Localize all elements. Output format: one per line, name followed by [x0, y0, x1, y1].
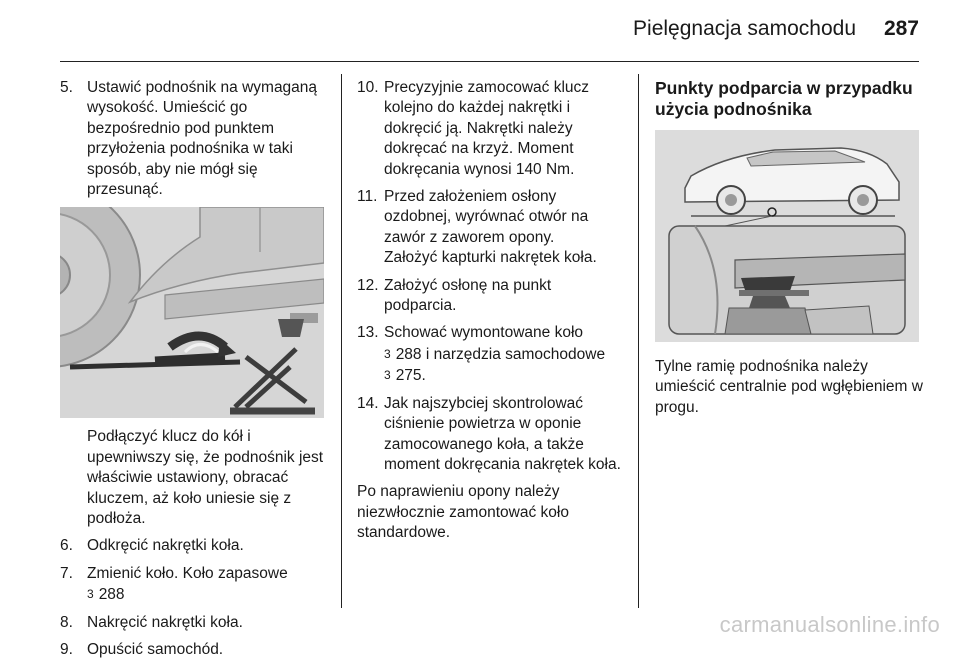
- page-reference: 275.: [395, 367, 426, 385]
- page-reference-arrow-icon: 3: [87, 587, 94, 602]
- step-text: Przed założeniem osłony ozdobnej, wyrównać otwór na zawór z zaworem opony.: [384, 188, 589, 246]
- column-divider-2: [638, 74, 639, 608]
- step-6: [60, 536, 330, 556]
- step-text: Nakręcić nakrętki koła.: [87, 613, 243, 631]
- step-10: [357, 78, 625, 180]
- step-number: 12.: [357, 276, 379, 294]
- step-text: Założyć osłonę na punkt podparcia.: [384, 276, 552, 315]
- lifting-point-svg: [655, 130, 919, 342]
- page-reference-arrow-icon: 3: [384, 368, 391, 383]
- step-number: 11.: [357, 188, 378, 206]
- step-number: 5.: [60, 79, 73, 96]
- header-title: Pielęgnacja samochodu: [633, 17, 856, 40]
- step-number: 8.: [60, 613, 73, 631]
- step-number: 10.: [357, 79, 379, 96]
- step-text: Ustawić podnośnik na wymaganą wysokość. Umieścić go bezpośrednio pod punktem przyłożenia podnośnika w taki sposób, aby nie mógł się przesunąć.: [87, 79, 318, 199]
- step-text: [87, 564, 330, 606]
- step-8: [60, 613, 330, 633]
- header-divider: [60, 61, 919, 62]
- jack-illustration-svg: [60, 207, 324, 418]
- step-number: 14.: [357, 394, 379, 412]
- step-text: Jak najszybciej skontrolować ciśnienie powietrza w oponie zamocowanego koła, a także moment dokręcania nakrętek koła.: [384, 394, 621, 473]
- column-1: [60, 78, 330, 668]
- jack-illustration: [60, 207, 324, 418]
- step-text: [384, 323, 625, 386]
- step-text: Opuścić samochód.: [87, 641, 224, 659]
- step-number: 9.: [60, 641, 73, 659]
- watermark: carmanualsonline.info: [719, 612, 940, 637]
- step-9: [60, 640, 330, 660]
- page-reference-arrow-icon: 3: [384, 346, 391, 361]
- page-number: 287: [883, 17, 919, 40]
- step-text-mid: i narzędzia samochodowe: [425, 345, 606, 363]
- step-text-note: Założyć kapturki nakrętek koła.: [384, 249, 597, 267]
- step-7: [60, 564, 330, 606]
- step-text: Odkręcić nakrętki koła.: [87, 537, 244, 555]
- step-11: [357, 187, 625, 269]
- step-5-continuation: [60, 427, 330, 529]
- step-number: 7.: [60, 564, 73, 582]
- lifting-point-illustration: [655, 130, 919, 342]
- step-13: [357, 323, 625, 386]
- page-reference: 288: [98, 586, 125, 604]
- step-number: 6.: [60, 537, 73, 555]
- section-heading: Punkty podparcia w przypadku użycia podnośnika: [655, 78, 913, 119]
- step-text-main: Zmienić koło. Koło zapasowe: [87, 564, 288, 582]
- step-5: [60, 78, 330, 200]
- figure-caption: Tylne ramię podnośnika należy umieścić centralnie pod wgłębieniem w progu.: [655, 358, 923, 416]
- step-number: 13.: [357, 324, 379, 342]
- closing-paragraph: Po naprawieniu opony należy niezwłocznie zamontować koło standardowe.: [357, 483, 569, 542]
- page-reference: 288: [395, 345, 422, 363]
- column-divider-1: [341, 74, 342, 608]
- step-12: [357, 276, 625, 317]
- step-text: Podłączyć klucz do kół i upewniwszy się, że podnośnik jest właściwie ustawiony, obracać kluczem, aż koło uniesie się z podłoża.: [87, 428, 324, 528]
- step-text-main: Schować wymontowane koło: [384, 324, 584, 342]
- step-text: Precyzyjnie zamocować klucz kolejno do każdej nakrętki i dokręcić ją. Nakrętki należy dokręcać na krzyż. Moment dokręcania wynosi 140 Nm.: [384, 79, 590, 178]
- step-14: [357, 394, 625, 476]
- column-2: [357, 78, 625, 551]
- column-3: [655, 78, 923, 418]
